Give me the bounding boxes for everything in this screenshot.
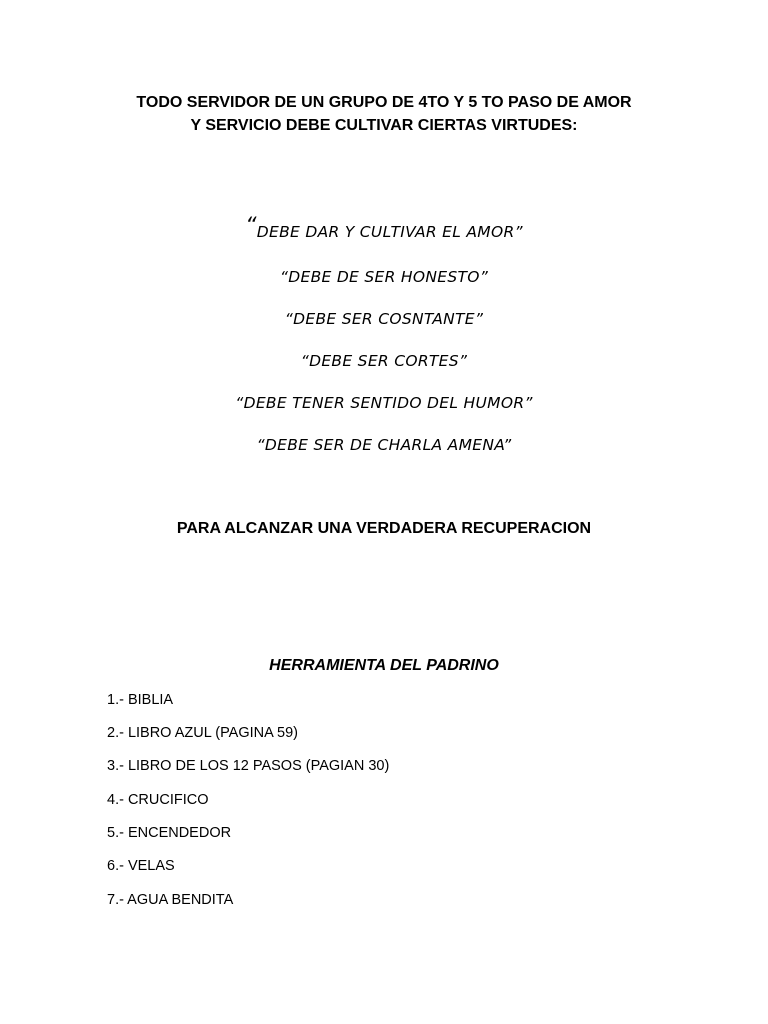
list-item: 4.- CRUCIFICO (107, 792, 209, 808)
list-item: 3.- LIBRO DE LOS 12 PASOS (PAGIAN 30) (107, 758, 390, 774)
list-item: 6.- VELAS (107, 858, 175, 874)
open-quote-mark: “ (245, 214, 257, 239)
list-item: 5.- ENCENDEDOR (107, 825, 232, 841)
list-item: 2.- LIBRO AZUL (PAGINA 59) (107, 725, 298, 741)
virtue-item: “DEBE SER COSNTANTE” (284, 310, 484, 328)
virtue-item: “DEBE TENER SENTIDO DEL HUMOR” (235, 394, 533, 412)
tools-heading: HERRAMIENTA DEL PADRINO (269, 657, 499, 674)
virtue-item (0, 214, 768, 241)
virtue-item: “DEBE SER DE CHARLA AMENA” (256, 436, 512, 454)
title-line-1: TODO SERVIDOR DE UN GRUPO DE 4TO Y 5 TO PASO DE AMOR (136, 94, 632, 111)
title-line-2: Y SERVICIO DEBE CULTIVAR CIERTAS VIRTUDES: (190, 117, 578, 134)
virtue-item: “DEBE DE SER HONESTO” (279, 268, 489, 286)
list-item: 1.- BIBLIA (107, 692, 174, 708)
virtue-text: DEBE DAR Y CULTIVAR EL AMOR” (256, 223, 523, 241)
page-title (0, 91, 768, 137)
recovery-subtitle: PARA ALCANZAR UNA VERDADERA RECUPERACION (176, 520, 592, 537)
list-item: 7.- AGUA BENDITA (107, 892, 234, 908)
virtue-item: “DEBE SER CORTES” (300, 352, 468, 370)
